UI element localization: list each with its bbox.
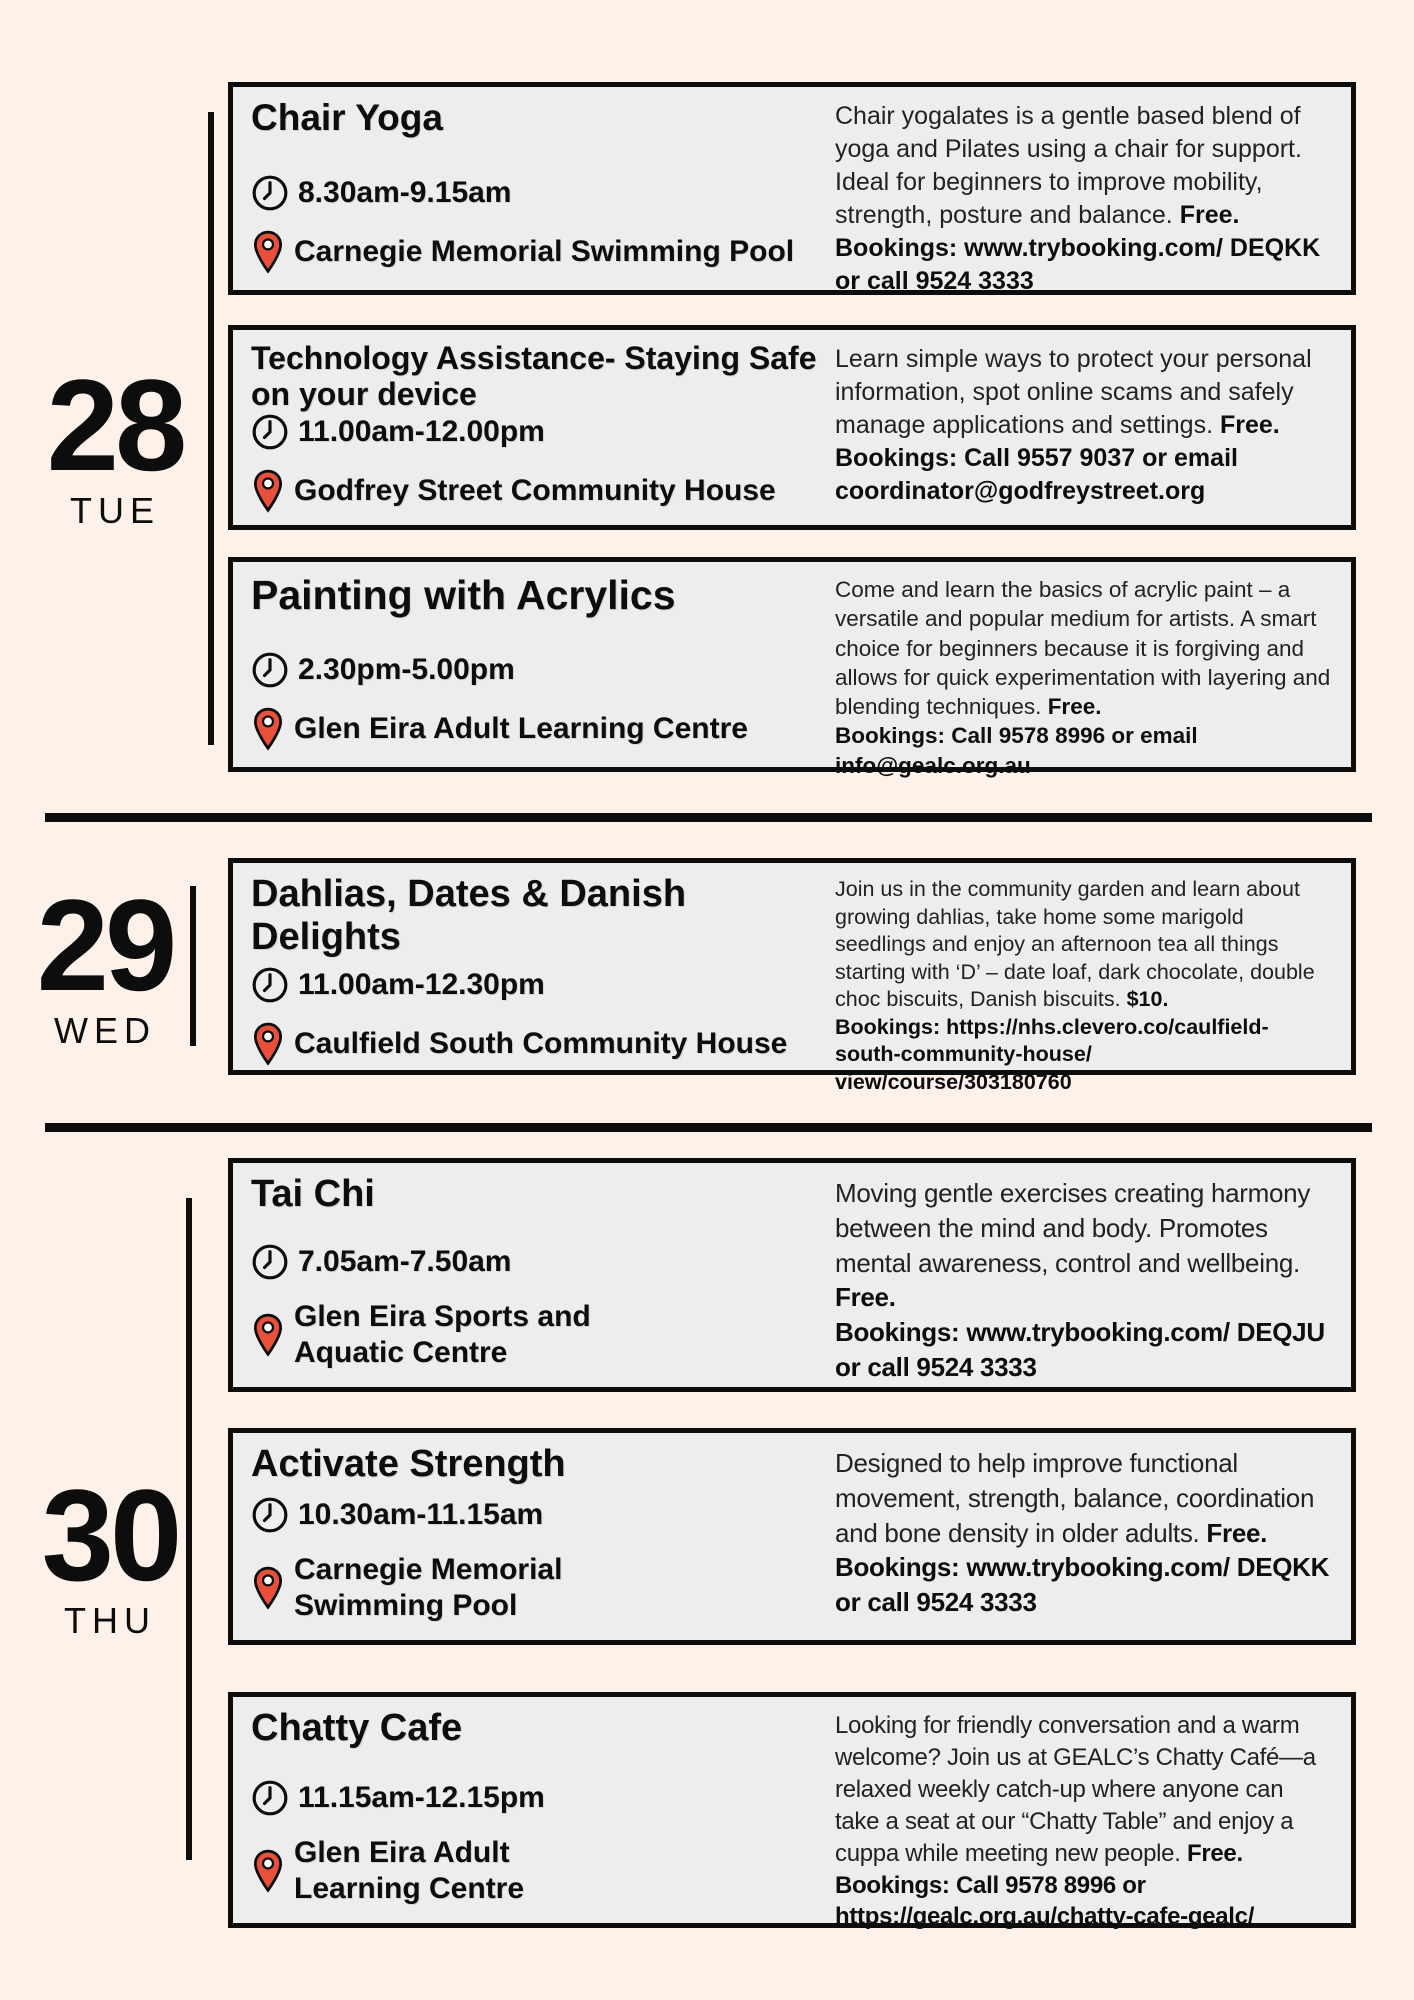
event-price: Free. xyxy=(1206,1517,1268,1548)
map-pin-icon xyxy=(251,230,285,274)
clock-icon xyxy=(251,1496,289,1534)
event-time: 11.15am-12.15pm xyxy=(298,1781,545,1814)
map-pin-icon xyxy=(251,1022,285,1066)
section-divider xyxy=(45,813,1372,822)
event-title: Tai Chi xyxy=(251,1173,375,1215)
event-bookings: Bookings: www.trybooking.com/ DEQKK or call 9524 3333 xyxy=(835,1552,1330,1618)
event-card-painting-with-acrylics xyxy=(228,557,1356,778)
event-location: Glen Eira Sports and Aquatic Centre xyxy=(294,1300,591,1369)
day-label: THU xyxy=(64,1600,156,1642)
event-card-activate-strength xyxy=(228,1428,1356,1645)
day-block-29 xyxy=(20,872,190,1052)
event-title: Dahlias, Dates & Danish Delights xyxy=(251,873,687,959)
event-time: 2.30pm-5.00pm xyxy=(298,653,515,686)
day-label: TUE xyxy=(70,490,160,532)
event-price: Free. xyxy=(1179,201,1240,229)
map-pin-icon xyxy=(251,1566,285,1610)
event-price: Free. xyxy=(1047,694,1102,719)
event-price: Free. xyxy=(835,1282,896,1313)
event-description xyxy=(825,863,1351,1094)
event-description xyxy=(825,1163,1351,1387)
event-title: Painting with Acrylics xyxy=(251,572,676,618)
event-card-chair-yoga xyxy=(228,82,1356,295)
clock-icon xyxy=(251,651,289,689)
map-pin-icon xyxy=(251,1849,285,1893)
event-price: Free. xyxy=(1186,1839,1243,1867)
event-description-text: Chair yogalates is a gentle based blend of yoga and Pilates using a chair for support. Ideal for beginners to improve mobility, strength, posture and balance. xyxy=(835,102,1302,229)
day-label: WED xyxy=(54,1010,156,1052)
clock-icon xyxy=(251,174,289,212)
event-description xyxy=(825,1697,1351,1931)
event-price: Free. xyxy=(1219,411,1280,439)
event-time: 7.05am-7.50am xyxy=(298,1245,512,1278)
event-description xyxy=(825,330,1351,525)
event-description-text: Looking for friendly conversation and a warm welcome? Join us at GEALC’s Chatty Café—a relaxed weekly catch-up where anyone can take a seat at our “Chatty Table” and enjoy a cuppa while meeting new people. xyxy=(835,1712,1316,1867)
clock-icon xyxy=(251,966,289,1004)
event-description-text: Learn simple ways to protect your personal information, spot online scams and safely manage applications and settings. xyxy=(835,345,1312,439)
event-description xyxy=(825,562,1351,778)
event-bookings: Bookings: Call 9557 9037 or email coordinator@godfreystreet.org xyxy=(835,444,1238,505)
clock-icon xyxy=(251,1779,289,1817)
day-number: 28 xyxy=(46,352,184,498)
clock-icon xyxy=(251,413,289,451)
event-bookings: Bookings: Call 9578 8996 or https://gealc.org.au/chatty-cafe-gealc/ xyxy=(835,1871,1255,1931)
event-title: Chair Yoga xyxy=(251,97,443,138)
event-location: Glen Eira Adult Learning Centre xyxy=(294,1836,525,1905)
event-description xyxy=(825,1433,1351,1640)
event-location: Glen Eira Adult Learning Centre xyxy=(294,712,748,745)
day-number: 30 xyxy=(41,1462,179,1608)
event-title: Chatty Cafe xyxy=(251,1707,463,1749)
day-block-28 xyxy=(30,352,200,532)
day-vertical-rule xyxy=(190,886,196,1046)
event-location: Carnegie Memorial Swimming Pool xyxy=(294,1553,563,1622)
event-description-text: Designed to help improve functional movement, strength, balance, coordination and bone density in older adults. xyxy=(835,1448,1315,1548)
event-time: 8.30am-9.15am xyxy=(298,176,512,209)
day-number: 29 xyxy=(36,872,174,1018)
event-location: Carnegie Memorial Swimming Pool xyxy=(294,235,795,268)
event-card-chatty-cafe xyxy=(228,1692,1356,1931)
event-location: Godfrey Street Community House xyxy=(294,473,776,507)
day-block-30 xyxy=(25,1462,195,1642)
event-card-technology-assistance xyxy=(228,325,1356,530)
event-time: 11.00am-12.00pm xyxy=(298,414,545,448)
event-time: 11.00am-12.30pm xyxy=(298,967,545,1001)
event-price: $10. xyxy=(1126,987,1169,1012)
event-description xyxy=(825,87,1351,295)
event-description-text: Join us in the community garden and learn about growing dahlias, take home some marigold seedlings and enjoy an afternoon tea all things starting with ‘D’ – date loaf, dark chocolate, double choc biscuits, Danish biscuits. xyxy=(835,877,1315,1012)
event-bookings: Bookings: www.trybooking.com/ DEQJU or call 9524 3333 xyxy=(835,1317,1325,1383)
event-bookings: Bookings: https://nhs.clevero.co/caulfield-south-community-house/ view/course/303180760 xyxy=(835,1014,1269,1094)
day-vertical-rule xyxy=(208,112,214,745)
event-description-text: Moving gentle exercises creating harmony between the mind and body. Promotes mental awareness, control and wellbeing. xyxy=(835,1178,1311,1278)
event-bookings: Bookings: Call 9578 8996 or email info@gealc.org.au xyxy=(835,723,1198,778)
event-title: Technology Assistance- Staying Safe on your device xyxy=(251,340,817,413)
event-title: Activate Strength xyxy=(251,1443,566,1485)
event-bookings: Bookings: www.trybooking.com/ DEQKK or call 9524 3333 xyxy=(835,234,1321,295)
event-location: Caulfield South Community House xyxy=(294,1026,788,1060)
clock-icon xyxy=(251,1243,289,1281)
event-time: 10.30am-11.15am xyxy=(298,1498,544,1531)
event-card-tai-chi xyxy=(228,1158,1356,1392)
section-divider xyxy=(45,1123,1372,1132)
event-description-text: Come and learn the basics of acrylic paint – a versatile and popular medium for artists. A smart choice for beginners because it is forgiving and allows for quick experimentation with layering and blending techniques. xyxy=(835,577,1331,719)
day-vertical-rule xyxy=(186,1198,192,1860)
map-pin-icon xyxy=(251,707,285,751)
map-pin-icon xyxy=(251,1313,285,1357)
event-card-dahlias-dates-danish xyxy=(228,858,1356,1094)
map-pin-icon xyxy=(251,469,285,513)
